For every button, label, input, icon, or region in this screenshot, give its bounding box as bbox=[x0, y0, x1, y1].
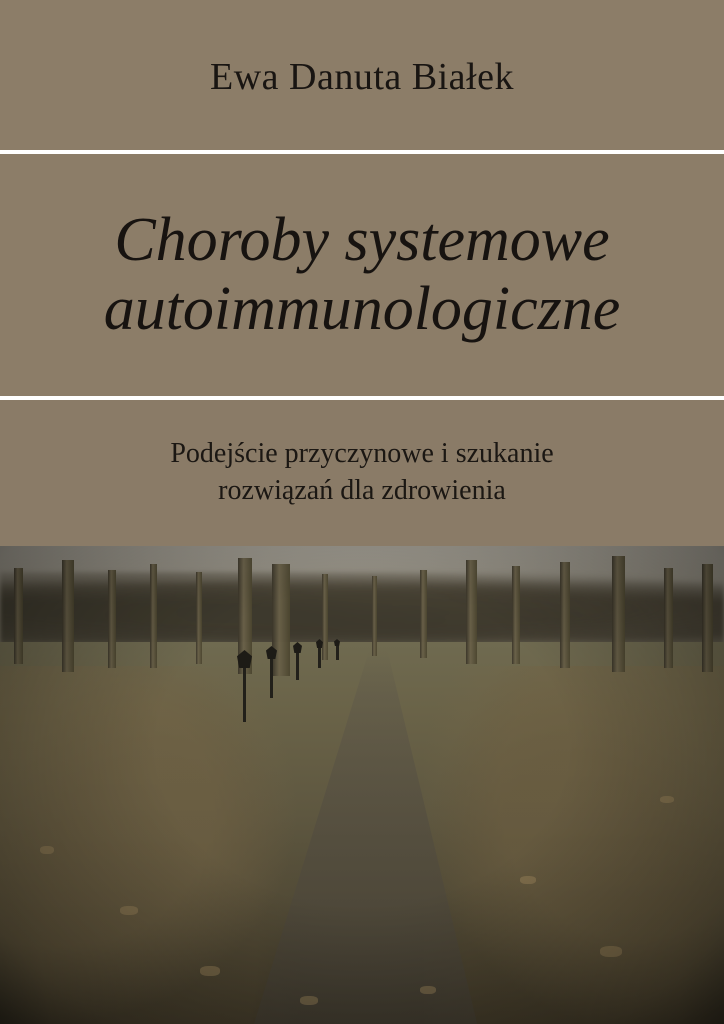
tree-trunk bbox=[612, 556, 625, 672]
tree-trunk bbox=[372, 576, 377, 656]
tree-trunk bbox=[62, 560, 74, 672]
lamp-post bbox=[318, 646, 321, 668]
leaf-speck bbox=[420, 986, 436, 994]
author-name: Ewa Danuta Białek bbox=[210, 56, 514, 99]
leaf-speck bbox=[300, 996, 318, 1005]
cover-photograph bbox=[0, 546, 724, 1024]
leaf-speck bbox=[200, 966, 220, 976]
tree-trunk bbox=[664, 568, 673, 668]
lamp-post bbox=[336, 644, 339, 660]
tree-trunk bbox=[196, 572, 202, 664]
tree-trunk bbox=[702, 564, 713, 672]
tree-trunk bbox=[272, 564, 290, 676]
title-band bbox=[0, 154, 724, 396]
title-line-1: Choroby systemowe bbox=[114, 205, 610, 274]
subtitle-line-2: rozwiązań dla zdrowienia bbox=[218, 475, 506, 506]
tree-trunk bbox=[560, 562, 570, 668]
lamp-post bbox=[243, 664, 246, 722]
leaf-speck bbox=[660, 796, 674, 803]
title-line-2: autoimmunologiczne bbox=[103, 275, 621, 343]
lamp-post bbox=[270, 656, 273, 698]
subtitle-band bbox=[0, 400, 724, 546]
leaf-speck bbox=[520, 876, 536, 884]
author-band bbox=[0, 0, 724, 150]
lamp-post bbox=[296, 650, 299, 680]
leaf-speck bbox=[600, 946, 622, 957]
tree-trunk bbox=[14, 568, 23, 664]
tree-trunk bbox=[420, 570, 427, 658]
tree-trunk bbox=[512, 566, 520, 664]
tree-trunk bbox=[150, 564, 157, 668]
subtitle-line-1: Podejście przyczynowe i szukanie bbox=[170, 438, 554, 470]
leaf-speck bbox=[120, 906, 138, 915]
tree-trunk bbox=[322, 574, 328, 660]
leaf-speck bbox=[40, 846, 54, 854]
photo-path bbox=[0, 650, 724, 1024]
tree-trunk bbox=[108, 570, 116, 668]
tree-trunk bbox=[466, 560, 477, 664]
